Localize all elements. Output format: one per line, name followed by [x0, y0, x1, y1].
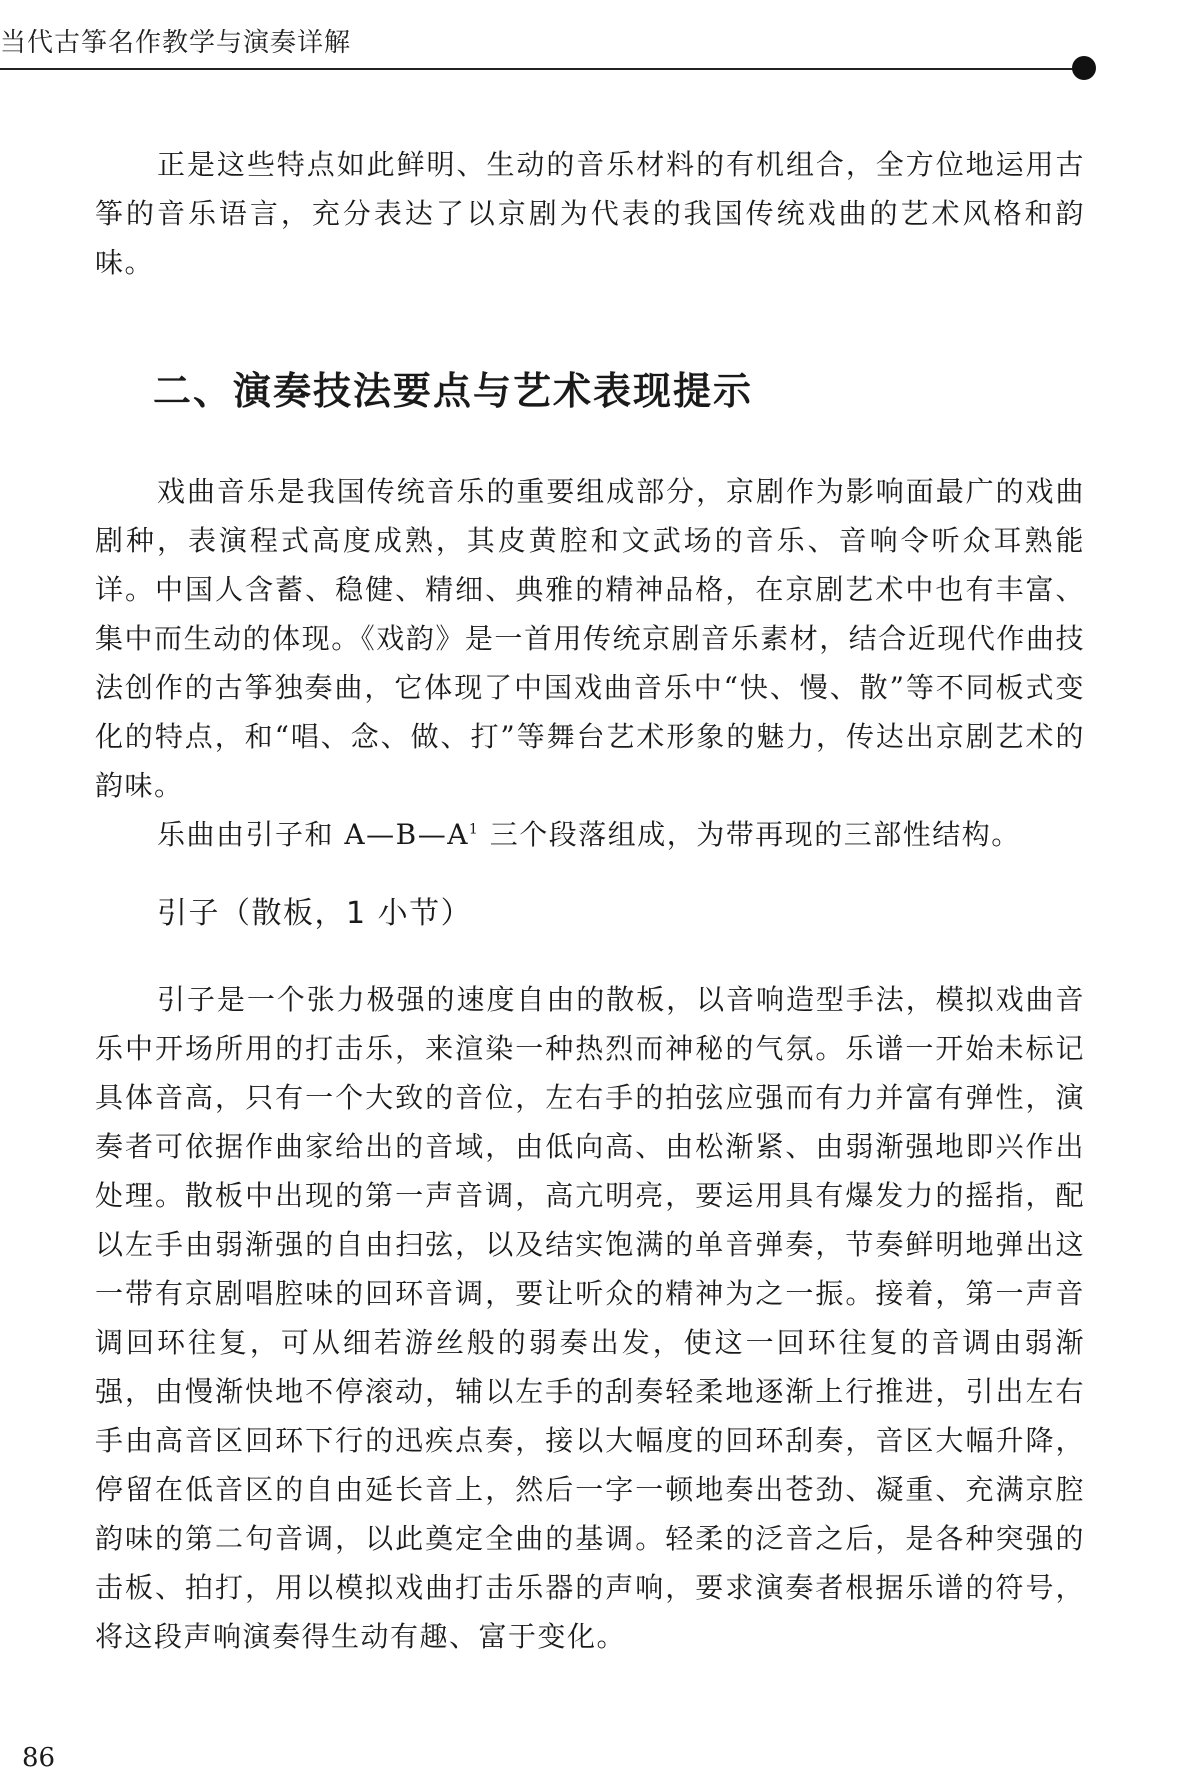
header-rule [0, 68, 1085, 70]
paragraph-2: 戏曲音乐是我国传统音乐的重要组成部分，京剧作为影响面最广的戏曲剧种，表演程式高度成熟，其皮黄腔和文武场的音乐、音响令听众耳熟能详。中国人含蓄、稳健、精细、典雅的精神品格，在京剧艺术中也有丰富、集中而生动的体现。《戏韵》是一首用传统京剧音乐素材，结合近现代作曲技法创作的古筝独奏曲，它体现了中国戏曲音乐中“快、慢、散”等不同板式变化的特点，和“唱、念、做、打”等舞台艺术形象的魅力，传达出京剧艺术的韵味。 [95, 475, 1085, 802]
page-number: 86 [22, 1743, 56, 1773]
subsection-heading: 引子（散板，1 小节） [157, 896, 473, 931]
paragraph-3-superscript: 1 [468, 821, 480, 838]
section-heading: 二、演奏技法要点与艺术表现提示 [153, 369, 754, 413]
running-header-title: 当代古筝名作教学与演奏详解 [0, 28, 352, 58]
paragraph-3 [95, 810, 1085, 859]
paragraph-1: 正是这些特点如此鲜明、生动的音乐材料的有机组合，全方位地运用古筝的音乐语言，充分表达了以京剧为代表的我国传统戏曲的艺术风格和韵味。 [95, 148, 1085, 279]
paragraph-4: 引子是一个张力极强的速度自由的散板，以音响造型手法，模拟戏曲音乐中开场所用的打击乐，来渲染一种热烈而神秘的气氛。乐谱一开始未标记具体音高，只有一个大致的音位，左右手的拍弦应强而有力并富有弹性，演奏者可依据作曲家给出的音域，由低向高、由松渐紧、由弱渐强地即兴作出处理。散板中出现的第一声音调，高亢明亮，要运用具有爆发力的摇指，配以左手由弱渐强的自由扫弦，以及结实饱满的单音弹奏，节奏鲜明地弹出这一带有京剧唱腔味的回环音调，要让听众的精神为之一振。接着，第一声音调回环往复，可从细若游丝般的弱奏出发，使这一回环往复的音调由弱渐强，由慢渐快地不停滚动，辅以左手的刮奏轻柔地逐渐上行推进，引出左右手由高音区回环下行的迅疾点奏，接以大幅度的回环刮奏，音区大幅升降，停留在低音区的自由延长音上，然后一字一顿地奏出苍劲、凝重、充满京腔韵味的第二句音调，以此奠定全曲的基调。轻柔的泛音之后，是各种突强的击板、拍打，用以模拟戏曲打击乐器的声响，要求演奏者根据乐谱的符号，将这段声响演奏得生动有趣、富于变化。 [95, 983, 1085, 1653]
header-dot-ornament [1072, 56, 1096, 80]
paragraph-3-text-b: 三个段落组成，为带再现的三部性结构。 [479, 818, 1021, 851]
paragraph-3-text-a: 乐曲由引子和 A—B—A [157, 818, 469, 851]
page-body [95, 140, 1085, 1661]
